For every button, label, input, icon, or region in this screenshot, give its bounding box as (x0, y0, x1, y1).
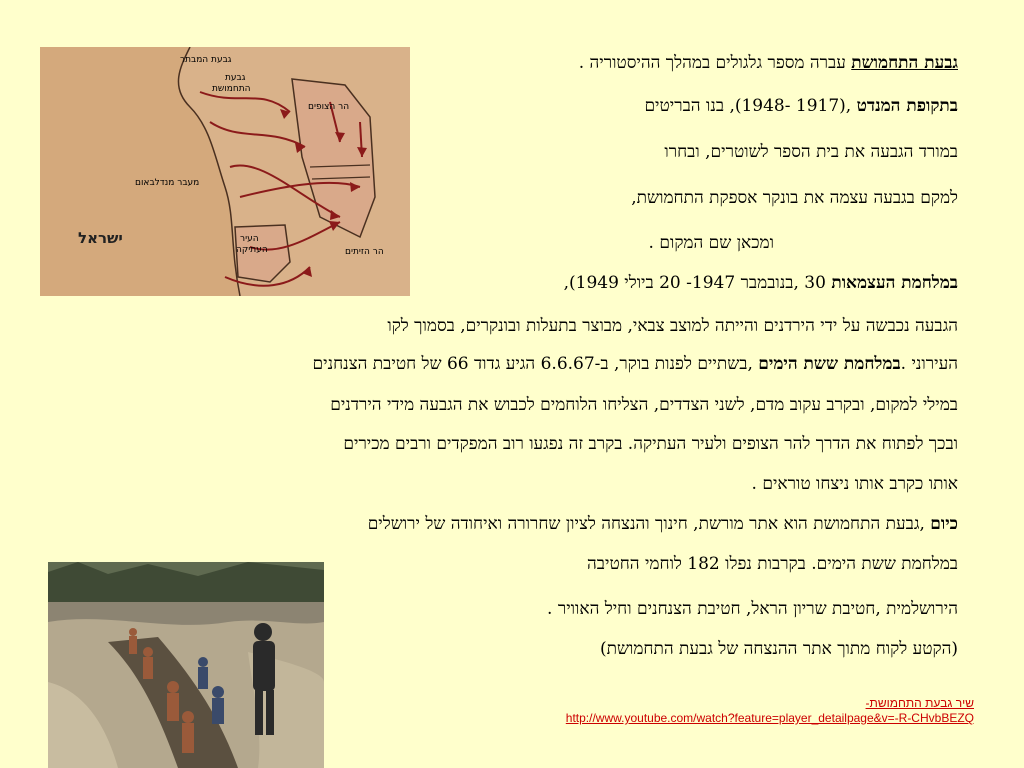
trench-photo (48, 562, 324, 768)
text-line-9: במילי למקום, ובקרב עקוב מדם, לשני הצדדים, הצליחו הלוחמים לכבוש את הגבעה מידי הירדנים (330, 395, 958, 415)
text-line-6-rest: 30 ,בנובמבר 1947- 20 ביולי 1949), (563, 273, 832, 293)
text-line-2 (644, 94, 958, 118)
label-har-hatzofim: הר הצופים (308, 102, 350, 112)
text-line-2-rest: ,(1917 -1948), בנו הבריטים (644, 96, 857, 116)
label-givat-hatachmoshet-1: גבעת (225, 73, 246, 83)
people-in-trench-illustration (48, 562, 324, 768)
text-line-12 (368, 512, 958, 536)
label-old-city-1: העיר (240, 234, 259, 244)
text-line-6 (564, 271, 958, 295)
youtube-url-link[interactable] (566, 711, 974, 726)
text-line-7: הגבעה נכבשה על ידי הירדנים והייתה למוצב צבאי, מבוצר בתעלות ובונקרים, בסמוך לקו (387, 316, 958, 336)
label-har-hazeitim: הר הזיתים (345, 247, 384, 257)
heading-mandate: בתקופת המנדט (856, 96, 958, 116)
label-givat-hamivtar: גבעת המבתר (180, 55, 232, 65)
heading-givat-hatachmoshet: גבעת התחמושת (851, 53, 958, 73)
text-line-4: למקם בגבעה עצמה את בונקר אספקת התחמושת, (631, 188, 958, 208)
map-image (40, 47, 410, 296)
heading-today: כיום (930, 514, 958, 534)
text-line-14: הירושלמית ,חטיבת שריון הראל, חטיבת הצנחנים וחיל האוויר . (547, 599, 958, 619)
youtube-url-anchor[interactable]: http://www.youtube.com/watch?feature=player_detailpage&v=-R-CHvbBEZQ (565, 711, 974, 725)
text-line-11: אותו כקרב אותו ניצחו טוראים . (751, 474, 958, 494)
text-line-13: במלחמת ששת הימים. בקרבות נפלו 182 לוחמי החטיבה (587, 554, 958, 574)
jerusalem-battle-map (40, 47, 410, 296)
text-line-1 (579, 51, 958, 75)
text-line-10: ובכך לפתוח את הדרך להר הצופים ולעיר העתיקה. בקרב זה נפגעו רוב המפקדים ורבים מכירים (343, 434, 958, 454)
label-israel: ישראל (78, 229, 123, 247)
label-old-city-2: העתיקה (236, 245, 268, 255)
text-line-5: ומכאן שם המקום . (648, 233, 774, 253)
text-line-12-rest: ,גבעת התחמושת הוא אתר מורשת, חינוך והנצחה לציון שחרורה ואיחודה של ירושלים (367, 514, 931, 534)
text-line-15: (הקטע לקוח מתוך אתר ההנצחה של גבעת התחמושת) (599, 639, 958, 659)
video-link-block (566, 696, 974, 726)
text-line-8-b: ,בשתיים לפנות בוקר, ב-6.6.67 הגיע גדוד 66 של חטיבת הצנחנים (312, 354, 759, 374)
heading-six-day-war: במלחמת ששת הימים (758, 354, 901, 374)
text-line-3: במורד הגבעה את בית הספר לשוטרים, ובחרו (664, 142, 958, 162)
text-line-8-a: העירוני . (900, 354, 958, 374)
song-title-anchor[interactable]: שיר גבעת התחמושת- (865, 696, 974, 710)
text-line-8 (313, 352, 958, 376)
text-line-1-rest: עברה מספר גלגולים במהלך ההיסטוריה . (578, 53, 852, 73)
song-title-link[interactable] (566, 696, 974, 711)
label-maavar-mandelbaum: מעבר מנדלבאום (135, 178, 200, 188)
heading-independence-war: במלחמת העצמאות (831, 273, 958, 293)
label-givat-hatachmoshet-2: התחמושת (212, 84, 251, 94)
